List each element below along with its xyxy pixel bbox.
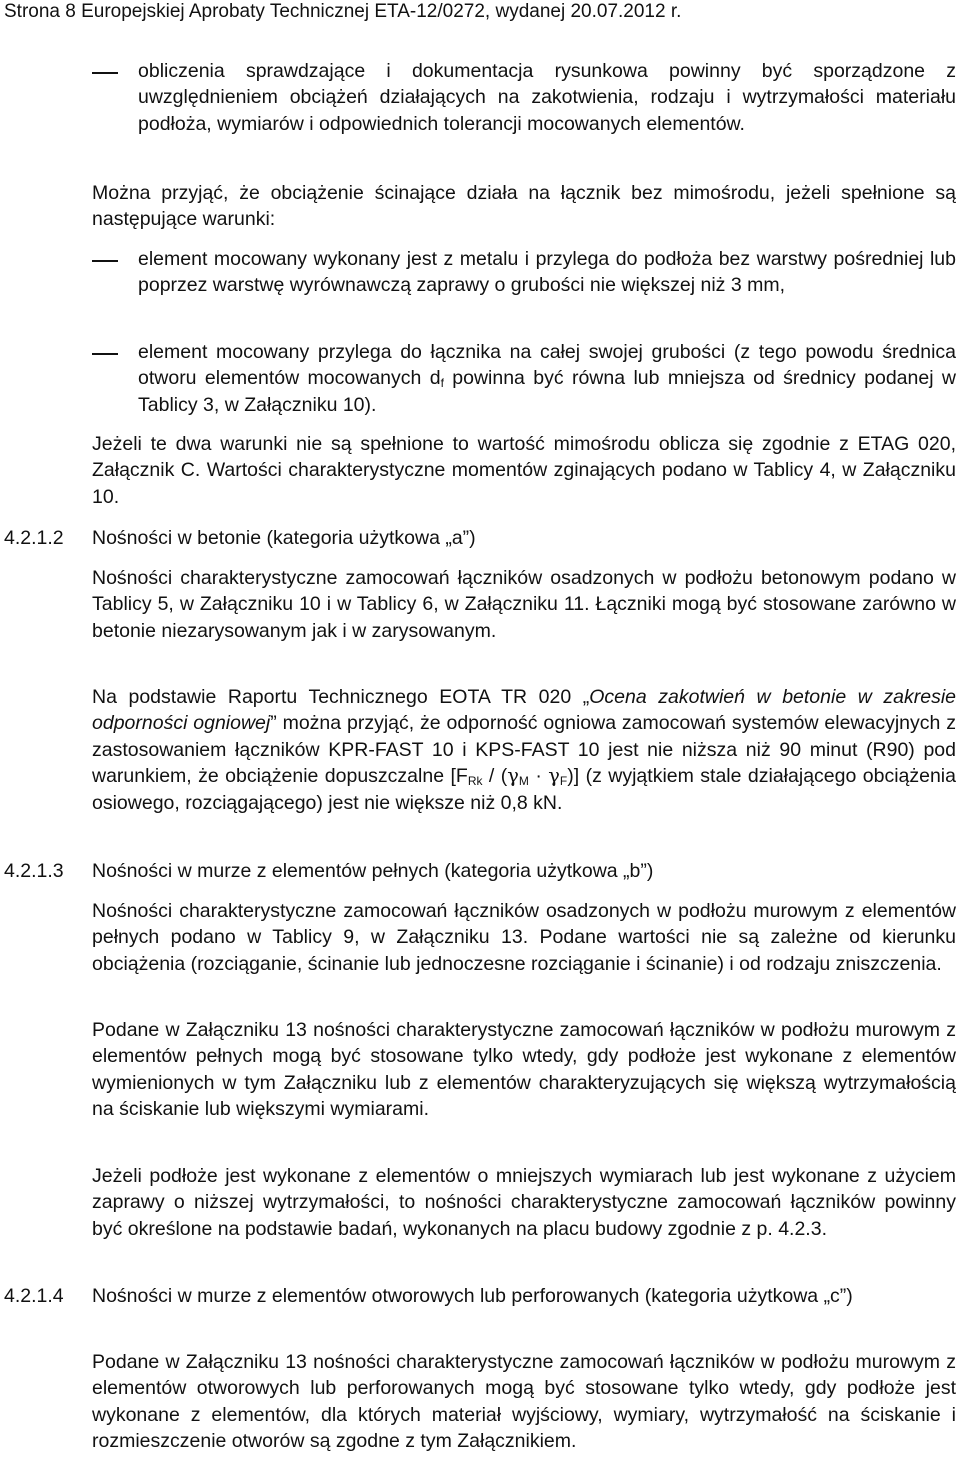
section-title: Nośności w murze z elementów otworowych lub perforowanych (kategoria użytkowa „c”) <box>92 1285 853 1307</box>
subscript-rk: Rk <box>467 774 483 789</box>
paragraph-site-tests: Jeżeli podłoże jest wykonane z elementów o mniejszych wymiarach lub jest wykonane z użyciem zaprawy o niższej wytrzymałości, to nośności charakterystyczne zamocowań łączników powinny być określone na podstawie badań, wykonanych na placu budowy zgodnie z p. 4.2.3. <box>92 1165 956 1240</box>
bullet-dash <box>92 260 118 262</box>
paragraph-hollow-masonry-resistance: Podane w Załączniku 13 nośności charakterystyczne zamocowań łączników w podłożu murowym z elementów otworowych lub perforowanych mogą być stosowane tylko wtedy, gdy podłoże jest wykonane z elementów, dla których materiał wyjściowy, wymiary, wytrzymałość na ściskanie i rozmieszczenie otworów są zgodne z tym Załącznikiem. <box>92 1351 956 1453</box>
bullet-item-condition-2 <box>92 339 956 418</box>
bullet-dash <box>92 353 118 355</box>
section-heading-4212 <box>4 525 956 551</box>
paragraph-solid-masonry-resistance: Nośności charakterystyczne zamocowań łączników osadzonych w podłożu murowym z elementów pełnych podano w Tablicy 9, w Załączniku 13. Podane wartości nie są zależne od kierunku obciążenia (rozciąganie, ścinanie lub jednoczesne rozciąganie i ścinanie) i od rodzaju zniszczenia. <box>92 900 956 975</box>
subscript-m: M <box>518 774 529 789</box>
section-heading-4213 <box>4 858 956 884</box>
text-run: ” można przyjąć, że odporność ogniowa zamocowań systemów elewacyjnych z zastosowaniem łączników KPR-FAST 10 i KPS-FAST 10 jest nie niższa niż 90 minut (R90) pod warunkiem, że obciążenie dopuszczalne [F <box>92 712 956 788</box>
paragraph-concrete-resistance: Nośności charakterystyczne zamocowań łączników osadzonych w podłożu betonowym podano w Tablicy 5, w Załączniku 10 i w Tablicy 6, w Załączniku 11. Łączniki mogą być stosowane zarówno w betonie niezarysowanym jak i w zarysowanym. <box>92 567 956 642</box>
text-run: Na podstawie Raportu Technicznego EOTA TR 020 „ <box>92 686 590 708</box>
subscript-f: f <box>440 376 444 391</box>
bullet-dash <box>92 72 118 74</box>
page-header: Strona 8 Europejskiej Aprobaty Technicznej ETA-12/0272, wydanej 20.07.2012 r. <box>4 1 682 22</box>
section-title: Nośności w betonie (kategoria użytkowa „a”) <box>92 527 476 549</box>
subscript-f: F <box>559 774 568 789</box>
text-run: element mocowany przylega do łącznika na całej swojej grubości (z tego powodu średnica otworu elementów mocowanych d <box>138 341 956 390</box>
report-title: Ocena zakotwień w betonie w zakresie odporności ogniowej <box>92 686 956 735</box>
section-heading-4214 <box>4 1283 956 1309</box>
bullet-text: element mocowany wykonany jest z metalu i przylega do podłoża bez warstwy pośredniej lub poprzez warstwę wyrównawczą zaprawy o grubości nie większej niż 3 mm, <box>138 248 956 297</box>
gamma-symbol: γ <box>507 764 519 788</box>
paragraph-solid-masonry-applicability: Podane w Załączniku 13 nośności charakterystyczne zamocowań łączników w podłożu murowym z elementów pełnych mogą być stosowane tylko wtedy, gdy podłoże jest wykonane z elementów wymienionych w tym Załączniku lub z elementów charakteryzujących się większą wytrzymałością na ściskanie lub większymi wymiarami. <box>92 1019 956 1121</box>
bullet-item-calculations <box>92 58 956 137</box>
paragraph-eccentricity-intro: Można przyjąć, że obciążenie ścinające działa na łącznik bez mimośrodu, jeżeli spełnione są następujące warunki: <box>92 182 956 231</box>
section-number: 4.2.1.2 <box>4 527 64 549</box>
section-number: 4.2.1.3 <box>4 860 64 882</box>
paragraph-fire-resistance <box>92 684 956 816</box>
section-title: Nośności w murze z elementów pełnych (kategoria użytkowa „b”) <box>92 860 654 882</box>
bullet-text: obliczenia sprawdzające i dokumentacja rysunkowa powinny być sporządzone z uwzględnieniem obciążeń działających na zakotwienia, rodzaju i wytrzymałości materiału podłoża, wymiarów i odpowiednich tolerancji mocowanych elementów. <box>138 60 956 135</box>
bullet-text <box>138 339 956 418</box>
text-run: · <box>528 765 549 788</box>
text-run: powinna być równa lub mniejsza od średnicy podanej w Tablicy 3, w Załączniku 10). <box>138 367 956 416</box>
gamma-symbol: γ <box>548 764 560 788</box>
bullet-item-condition-1 <box>92 246 956 299</box>
section-number: 4.2.1.4 <box>4 1285 64 1307</box>
paragraph-eccentricity-outro: Jeżeli te dwa warunki nie są spełnione to wartość mimośrodu oblicza się zgodnie z ETAG 020, Załącznik C. Wartości charakterystyczne momentów zginających podano w Tablicy 4, w Załączniku 10. <box>92 433 956 508</box>
text-run: )] (z wyjątkiem stale działającego obciążenia osiowego, rozciągającego) jest nie większe niż 0,8 kN. <box>92 765 956 814</box>
text-run: / ( <box>482 765 508 788</box>
